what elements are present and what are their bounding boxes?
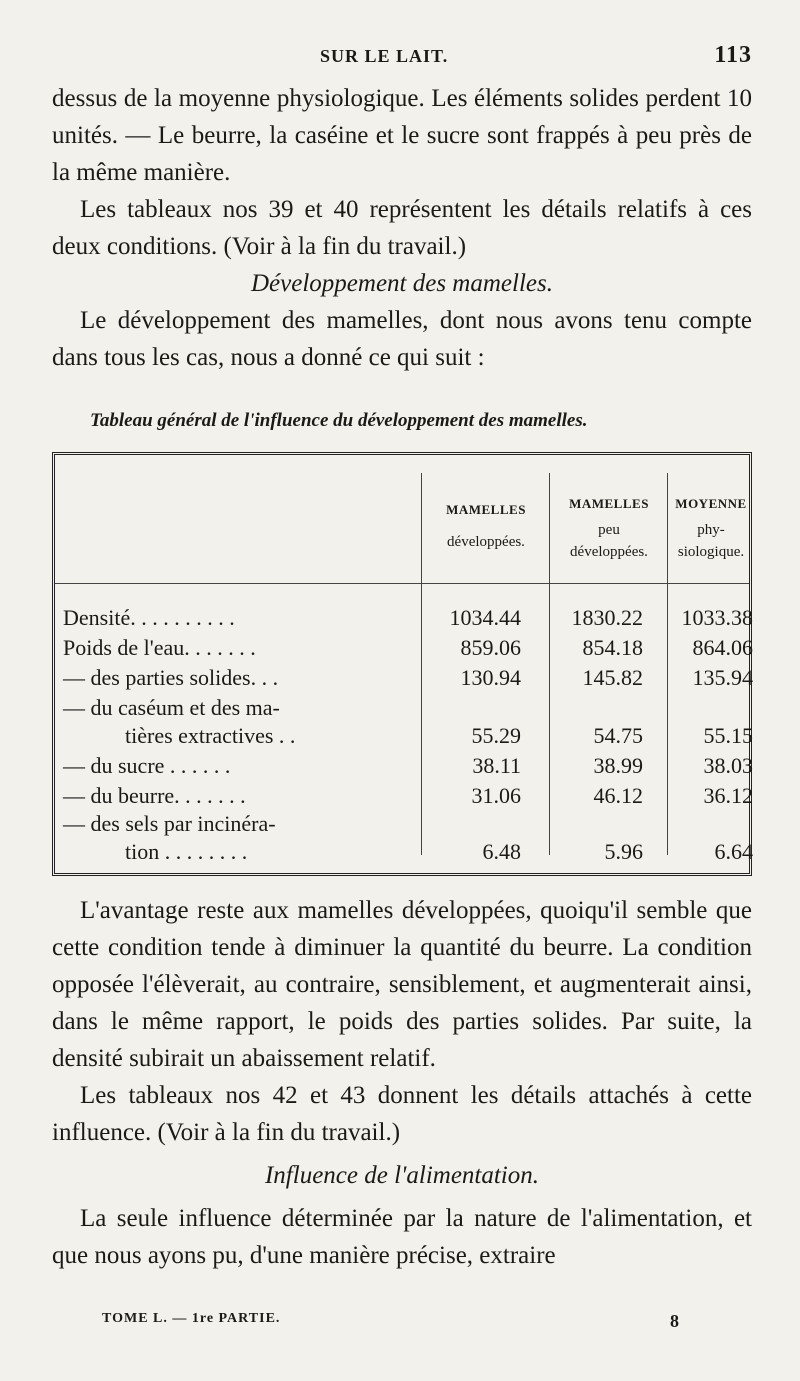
text-block-top [52,80,752,376]
paragraph: La seule influence déterminée par la nature de l'alimentation, et que nous ayons pu, d'une manière précise, extraire [52,1205,752,1269]
header-rule [55,583,749,584]
table-row: — du beurre. . . . . . . 31.06 46.12 36.12 [63,783,753,808]
table-row: — du caséum et des ma- [63,695,280,720]
footer-signature: TOME L. — 1re PARTIE. [102,1311,281,1326]
paragraph: Les tableaux nos 42 et 43 donnent les détails attachés à cette influence. (Voir à la fin du travail.) [52,1082,752,1146]
table-row: — des parties solides. . . 130.94 145.82 135.94 [63,665,753,690]
table-row: — des sels par incinéra- [63,811,276,836]
column-header: MAMELLES peu développées. [569,496,649,560]
table-row: Densité. . . . . . . . . . 1034.44 1830.22 1033.38 [63,605,753,630]
table-row: Poids de l'eau. . . . . . . 859.06 854.18 864.06 [63,635,753,660]
paragraph: dessus de la moyenne physiologique. Les éléments solides perdent 10 unités. — Le beurre, la caséine et le sucre sont frappés à peu près de la même manière. [52,85,752,186]
text-block-bottom [52,892,752,1274]
section-heading: Développement des mamelles. [251,270,553,297]
data-table [52,452,752,876]
table-caption: Tableau général de l'influence du développement des mamelles. [90,410,588,431]
page-footer [102,1311,702,1331]
page-number: 113 [714,42,752,68]
column-header: MOYENNE phy- siologique. [675,496,747,560]
signature-number: 8 [670,1311,680,1331]
table-row: — du sucre . . . . . . 38.11 38.99 38.03 [63,753,753,778]
running-header [52,38,752,74]
running-title: SUR LE LAIT. [320,46,449,66]
paragraph: L'avantage reste aux mamelles développées, quoiqu'il semble que cette condition tende à diminuer la quantité du beurre. La condition opposée l'élèverait, au contraire, sensiblement, et augmenterait ainsi, dans le même rapport, le poids des parties solides. Par suite, la densité subirait un abaissement relatif. [52,897,752,1072]
table-row: tion . . . . . . . . 6.48 5.96 6.64 [125,839,753,864]
paragraph: Le développement des mamelles, dont nous avons tenu compte dans tous les cas, nous a donné ce qui suit : [52,307,752,371]
paragraph: Les tableaux nos 39 et 40 représentent les détails relatifs à ces deux conditions. (Voir à la fin du travail.) [52,196,752,260]
table-row: tières extractives . . 55.29 54.75 55.15 [125,723,753,748]
section-heading: Influence de l'alimentation. [264,1162,540,1189]
column-header: MAMELLES développées. [446,502,526,550]
